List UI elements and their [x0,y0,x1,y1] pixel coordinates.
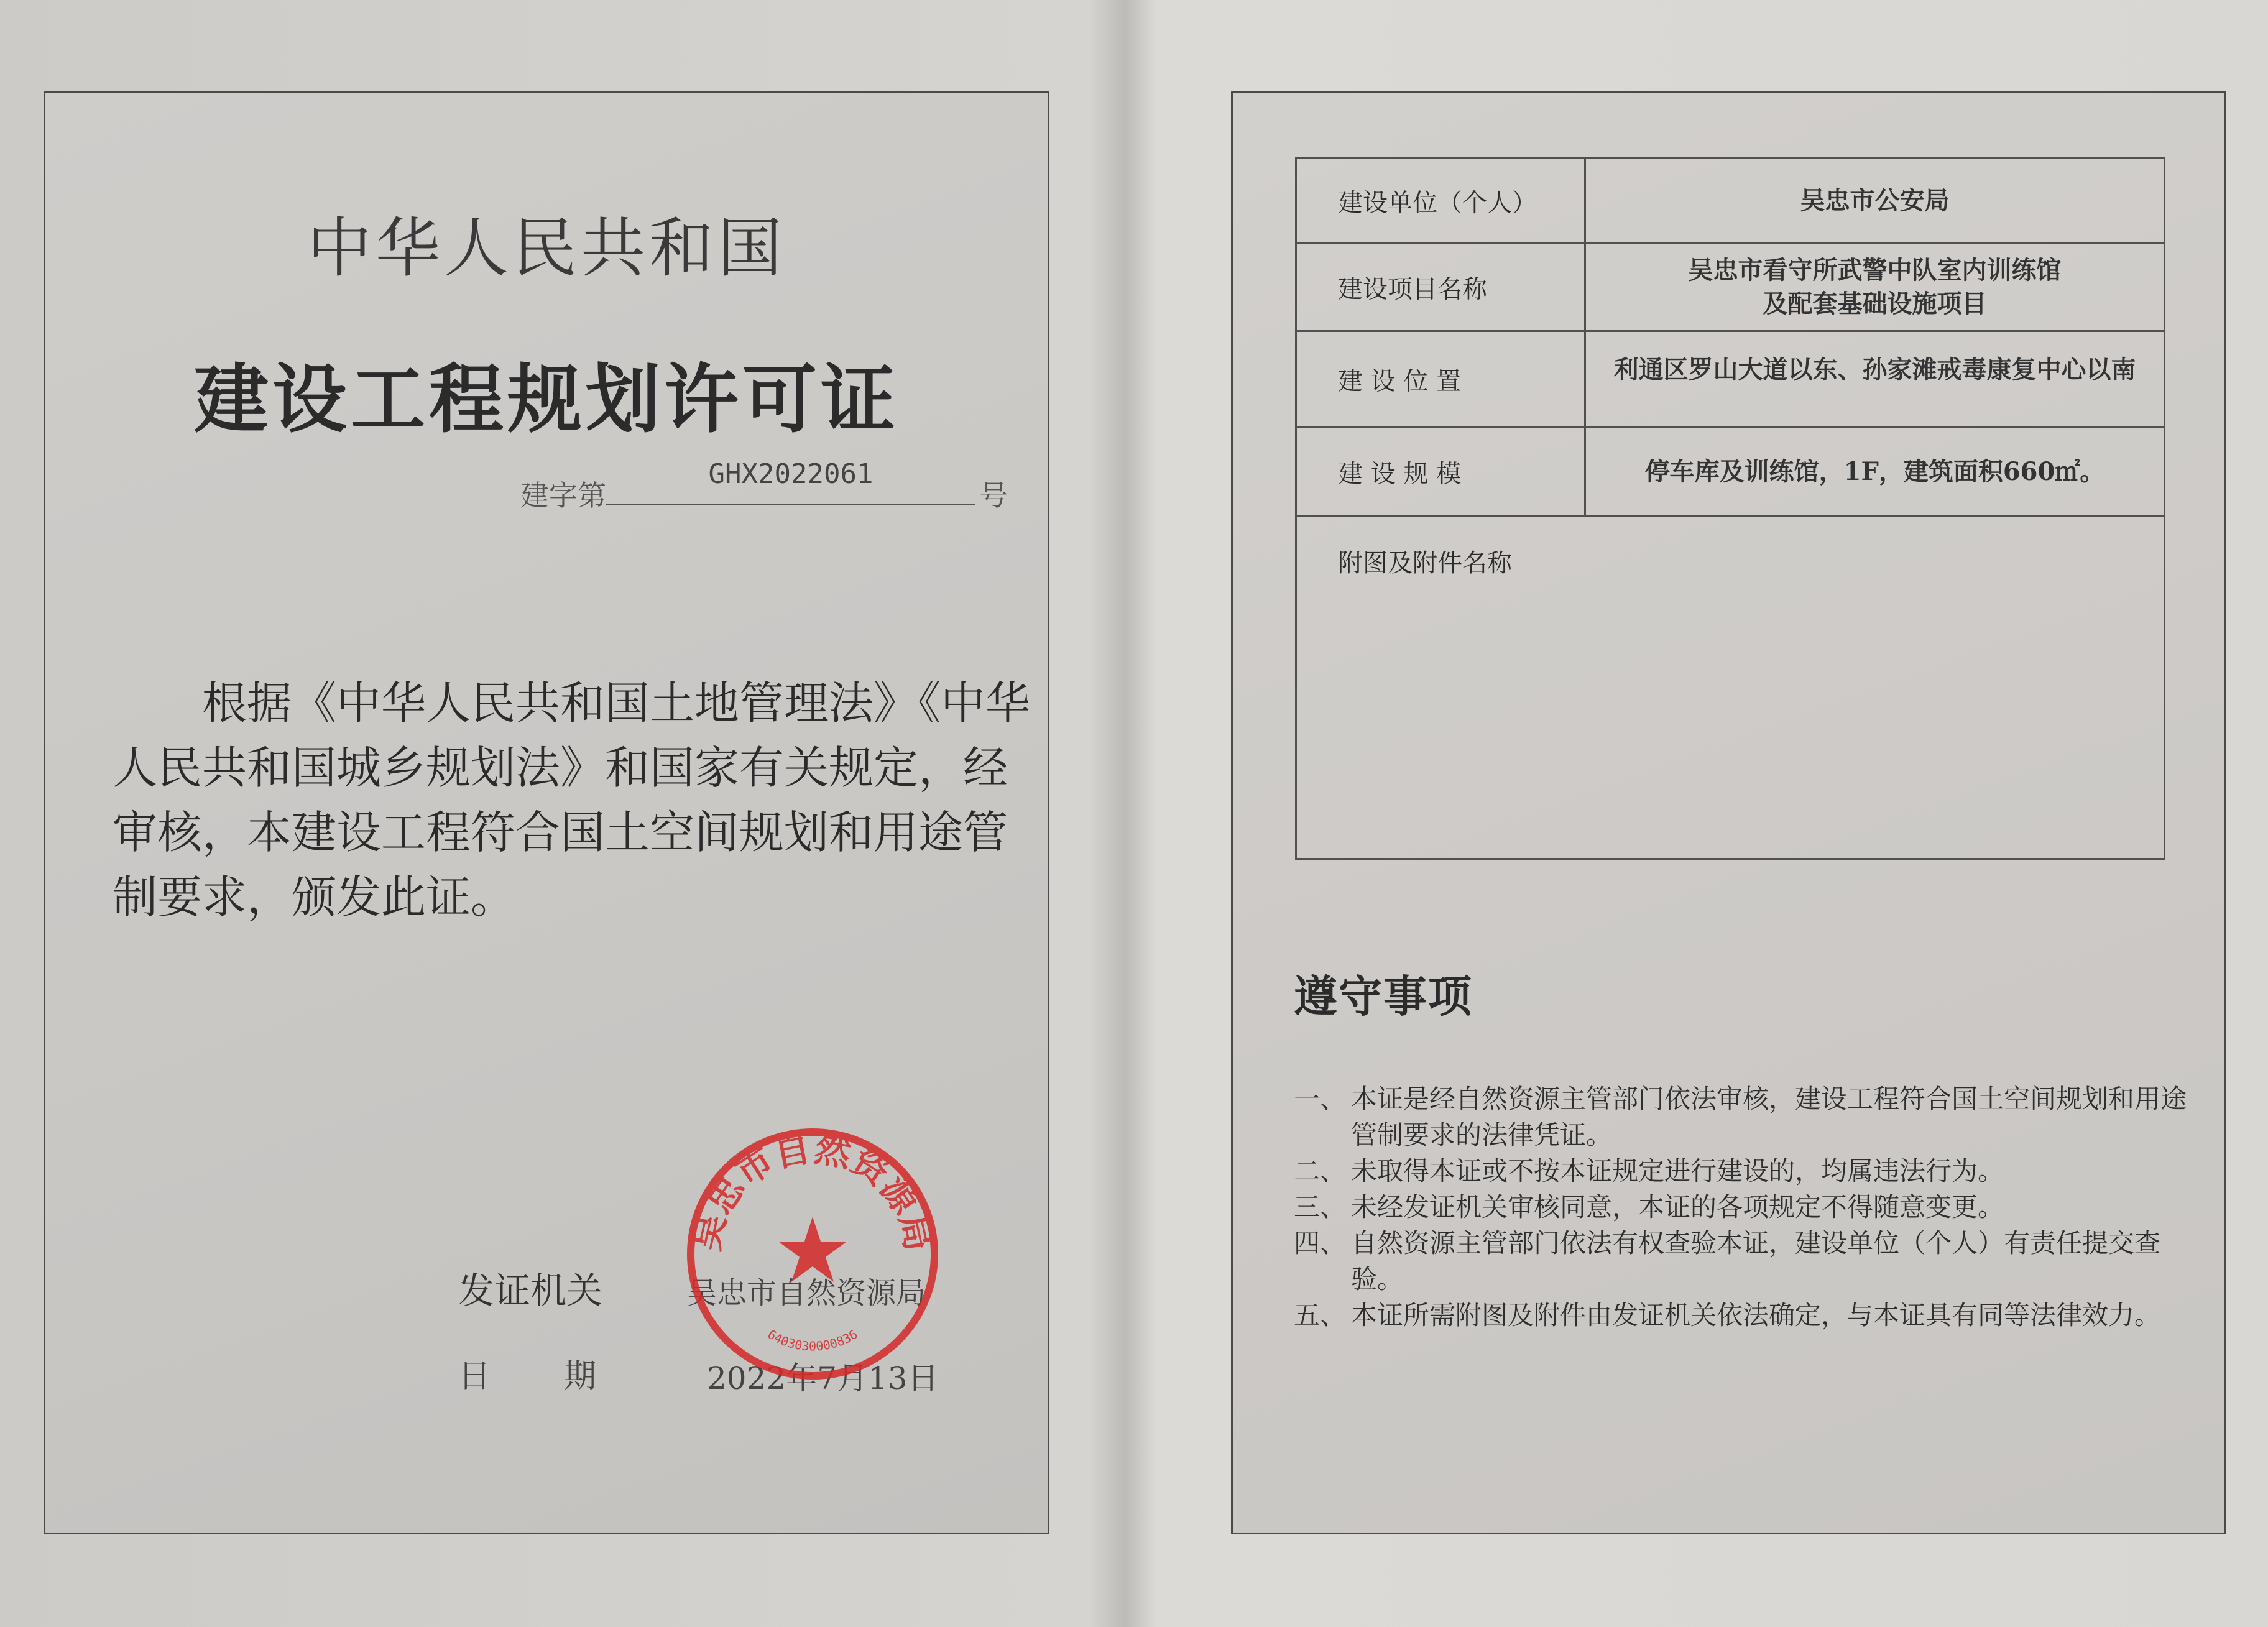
rule-number: 四、 [1294,1228,1347,1258]
issuer-label: 发证机关 [458,1270,603,1312]
rule-number: 五、 [1294,1300,1347,1330]
certificate-cover-page [44,91,1049,1534]
project-name-line-2: 及配套基础设施项目 [1763,288,1987,318]
project-name-label: 建设项目名称 [1338,275,1487,303]
location-label: 建 设 位 置 [1338,367,1462,395]
location-value-line: 利通区罗山大道以东、孙家滩戒毒康复中心以南 [1613,355,2136,384]
table-row-project-name [1297,244,2164,332]
rule-text: 本证所需附图及附件由发证机关依法确定，与本证具有同等法律效力。 [1351,1300,2161,1330]
rules-list [1294,1081,2189,1334]
official-seal-icon [682,1123,943,1385]
rule-number: 三、 [1294,1192,1347,1222]
rule-item [1294,1189,2189,1225]
issue-date: 2022年7月13日 [707,1360,939,1396]
attachments-label: 附图及附件名称 [1338,549,1512,578]
table-row-scale [1297,428,2164,517]
table-row-builder [1297,159,2164,244]
rule-item [1294,1225,2189,1297]
builder-value-line: 吴忠市公安局 [1800,185,1950,215]
legal-basis-paragraph: 根据《中华人民共和国土地管理法》《中华人民共和国城乡规划法》和国家有关规定，经审核，本建设工程符合国土空间规划和用途管制要求，颁发此证。 [113,677,1031,923]
rules-title: 遵守事项 [1294,971,1473,1022]
table-row-attachments [1297,517,2164,858]
certificate-title: 建设工程规划许可证 [194,357,899,443]
table-row-location [1297,332,2164,428]
cert-number-underline [606,504,975,505]
seal-code-text: 6403030000836 [765,1326,860,1354]
seal-star [778,1217,847,1282]
issuer-value: 吴忠市自然资源局 [687,1276,926,1311]
scale-label: 建 设 规 模 [1338,459,1462,488]
cert-number-suffix: 号 [979,479,1008,512]
scale-value-line: 停车库及训练馆，1F，建筑面积660㎡。 [1644,456,2105,486]
builder-value [1586,159,2164,242]
project-name-value [1586,244,2164,330]
certificate-details-page [1231,91,2226,1534]
location-value [1586,332,2164,426]
rule-number: 二、 [1294,1156,1347,1186]
date-label-part-1: 日 [458,1358,491,1395]
rule-text: 自然资源主管部门依法有权查验本证，建设单位（个人）有责任提交查验。 [1351,1228,2161,1294]
date-label-part-2: 期 [564,1358,597,1395]
seal-name-text: 吴忠市自然资源局 [685,1127,941,1255]
rule-text: 未经发证机关审核同意，本证的各项规定不得随意变更。 [1351,1192,2004,1222]
rule-text: 未取得本证或不按本证规定进行建设的，均属违法行为。 [1351,1156,2004,1186]
project-info-table [1295,157,2165,860]
rule-text: 本证是经自然资源主管部门依法审核，建设工程符合国土空间规划和用途管制要求的法律凭证。 [1351,1084,2187,1150]
cert-number: GHX2022061 [708,458,874,490]
project-name-line-1: 吴忠市看守所武警中队室内训练馆 [1688,255,2062,285]
rule-number: 一、 [1294,1084,1347,1114]
scale-value [1586,428,2164,515]
rule-item [1294,1297,2189,1334]
builder-label: 建设单位（个人） [1338,188,1537,217]
country-name: 中华人民共和国 [307,210,786,286]
rule-item [1294,1081,2189,1153]
rule-item [1294,1153,2189,1189]
cert-number-prefix: 建字第 [520,479,606,512]
